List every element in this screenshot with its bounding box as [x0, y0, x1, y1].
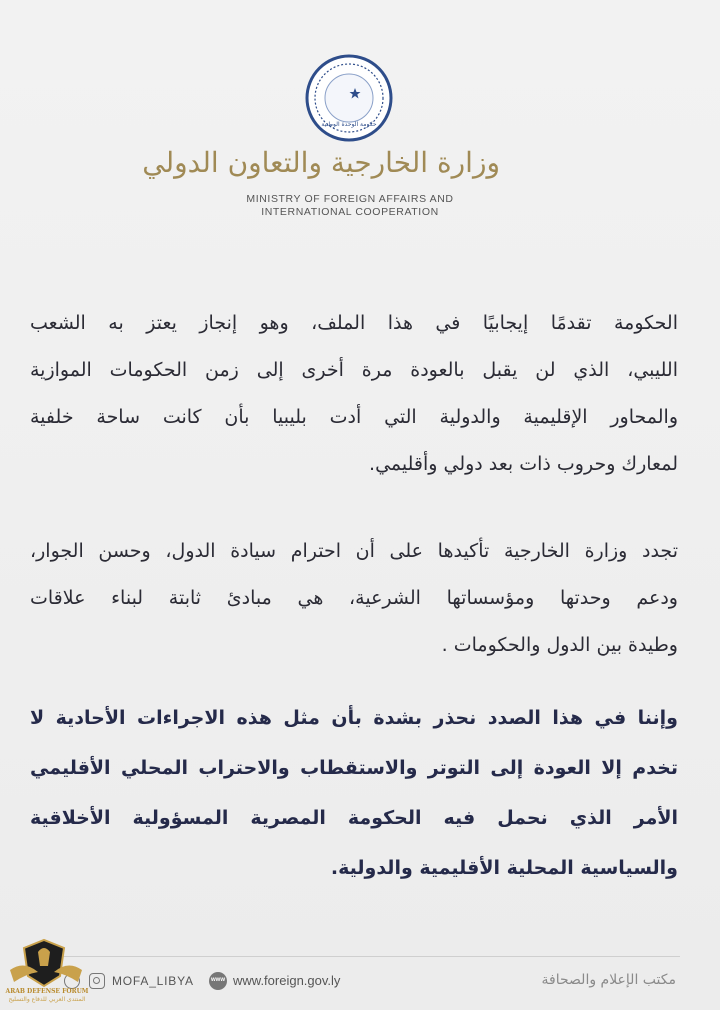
- paragraph-1-line: لمعارك وحروب ذات بعد دولي وأقليمي.: [369, 453, 678, 475]
- paragraph-1: [30, 300, 700, 488]
- paragraph-2-line: تجدد وزارة الخارجية تأكيدها على أن احترام سيادة الدول، وحسن الجوار،: [30, 540, 678, 562]
- footer: [0, 966, 720, 1000]
- paragraph-3-line: وإننا في هذا الصدد نحذر بشدة بأن مثل هذه الاجراءات الأحادية لا: [30, 707, 678, 729]
- paragraph-3-line: الأمر الذي نحمل فيه الحكومة المصرية المسؤولية الأخلاقية: [30, 807, 678, 829]
- social-handle[interactable]: MOFA_LIBYA: [112, 974, 194, 988]
- seal-caption: حكومة الوحدة الوطنية: [321, 121, 377, 128]
- paragraph-1-line: الحكومة تقدمًا إيجابيًا في هذا الملف، وهو إنجاز يعتز به الشعب: [30, 312, 678, 334]
- press-office-label: مكتب الإعلام والصحافة: [541, 972, 676, 988]
- footer-divider: [40, 956, 680, 957]
- web-icon: [209, 972, 227, 990]
- ministry-seal-icon: [305, 54, 393, 142]
- paragraph-3-line: تخدم إلا العودة إلى التوتر والاستقطاب والاحتراب المحلي الأقليمي: [30, 757, 678, 779]
- paragraph-1-line: والمحاور الإقليمية والدولية التي أدت بليبيا بأن كانت ساحة خلفية: [30, 406, 678, 428]
- paragraph-3-line: والسياسية المحلية الأقليمية والدولية.: [330, 857, 678, 879]
- watermark-subtitle: المنتدى العربي للدفاع والتسليح: [8, 996, 86, 1003]
- watermark-title: ARAB DEFENSE FORUM: [5, 988, 89, 995]
- ministry-name-english-line1: MINISTRY OF FOREIGN AFFAIRS AND: [246, 193, 454, 205]
- instagram-icon[interactable]: [89, 973, 105, 989]
- paragraph-2: [30, 528, 700, 669]
- paragraph-2-line: وطيدة بين الدول والحكومات .: [441, 634, 678, 656]
- paragraph-1-line: الليبي، الذي لن يقبل بالعودة مرة أخرى إلى زمن الحكومات الموازية: [30, 359, 678, 381]
- paragraph-2-line: ودعم وحدتها ومؤسساتها الشرعية، هي مبادئ ثابتة لبناء علاقات: [30, 587, 678, 609]
- paragraph-3-emphasis: [30, 693, 700, 893]
- ministry-name-english-line2: INTERNATIONAL COOPERATION: [261, 206, 439, 218]
- ministry-name-english: [210, 193, 490, 219]
- website-link[interactable]: www.foreign.gov.ly: [233, 973, 341, 988]
- ministry-name-arabic: وزارة الخارجية والتعاون الدولي: [142, 146, 500, 179]
